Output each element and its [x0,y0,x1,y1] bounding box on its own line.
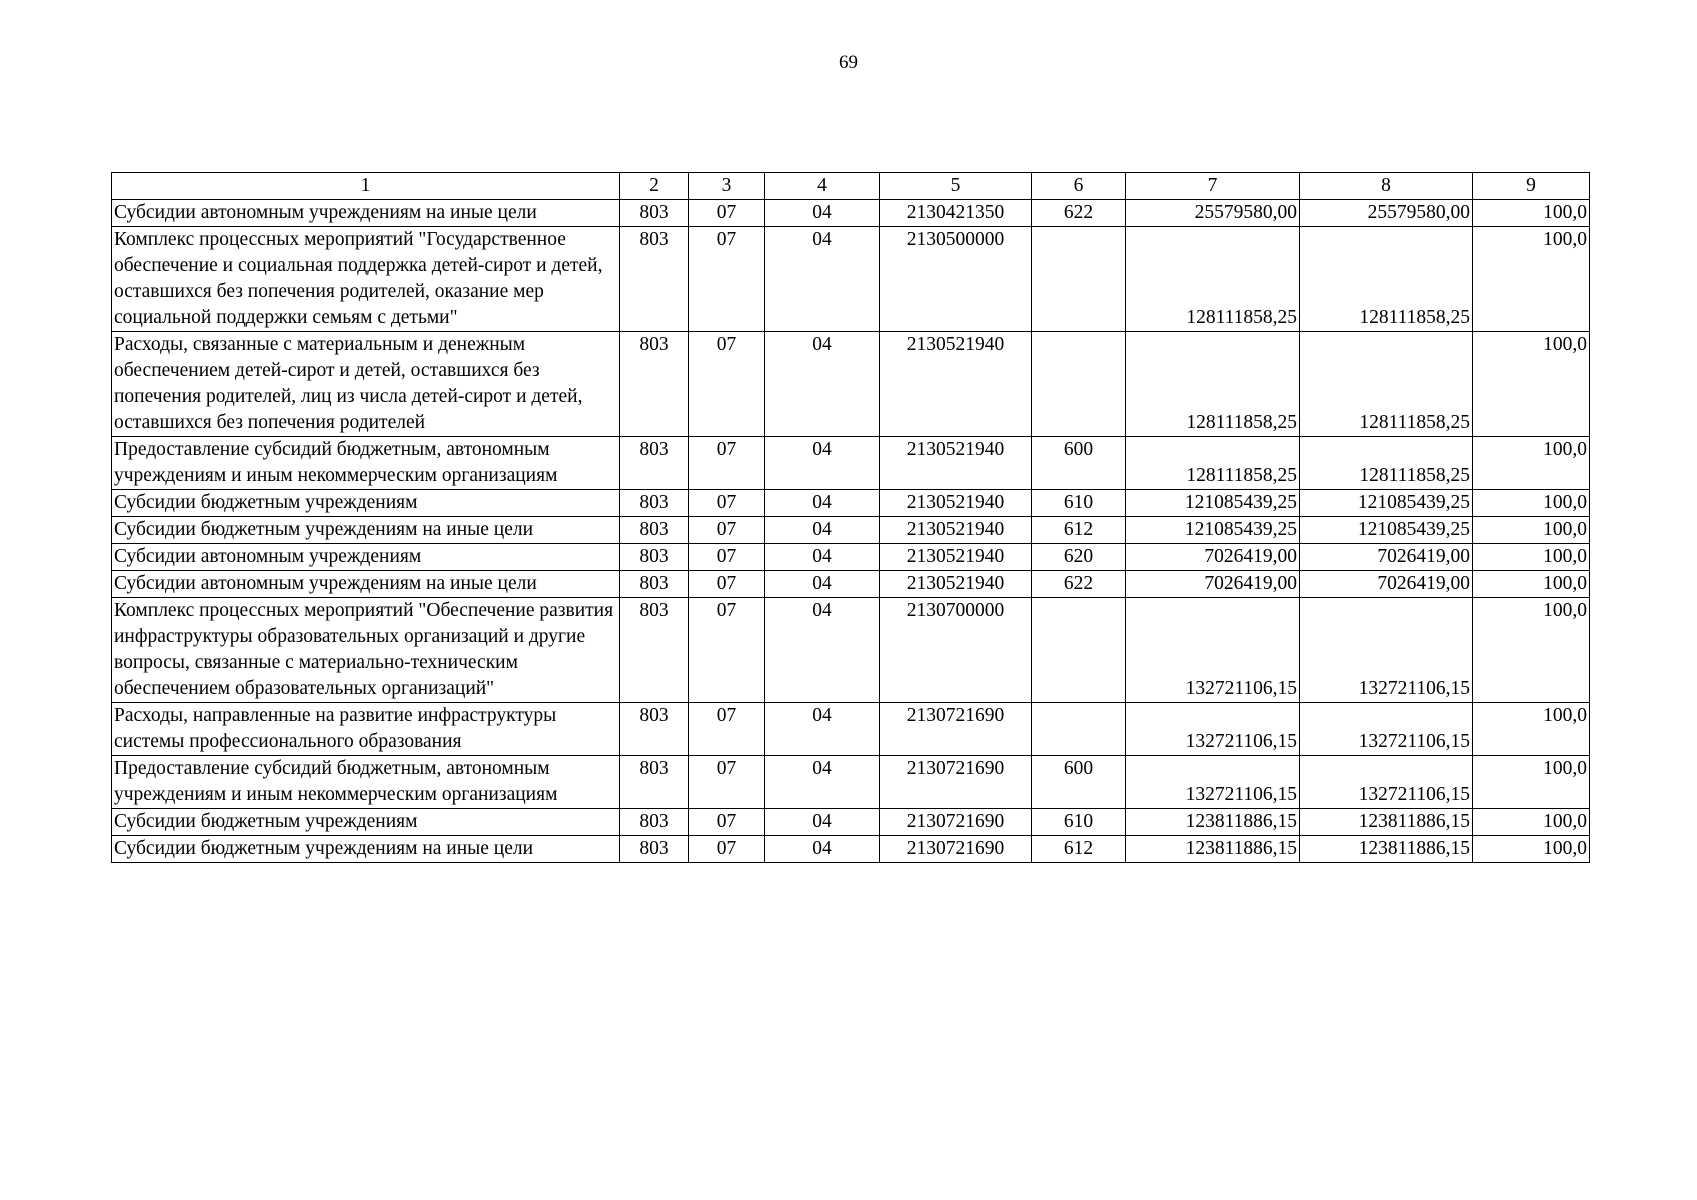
subsection-code-cell: 04 [765,332,880,437]
executed-amount-cell: 132721106,15 [1300,598,1473,703]
subsection-code-cell: 04 [765,200,880,227]
expense-type-cell [1032,703,1126,756]
expense-type-cell: 610 [1032,809,1126,836]
table-row [112,544,1590,571]
table-row [112,437,1590,490]
section-code-cell: 07 [689,571,765,598]
executed-amount-cell: 132721106,15 [1300,703,1473,756]
table-row [112,598,1590,703]
planned-amount-cell: 25579580,00 [1126,200,1300,227]
execution-percent-cell: 100,0 [1473,437,1590,490]
row-name-cell: Субсидии автономным учреждениям на иные цели [112,571,620,598]
row-name-cell: Субсидии автономным учреждениям на иные цели [112,200,620,227]
ministry-code-cell: 803 [620,517,689,544]
planned-amount-cell: 121085439,25 [1126,517,1300,544]
ministry-code-cell: 803 [620,544,689,571]
ministry-code-cell: 803 [620,756,689,809]
section-code-cell: 07 [689,437,765,490]
row-name-cell: Предоставление субсидий бюджетным, автономным учреждениям и иным некоммерческим организациям [112,437,620,490]
subsection-code-cell: 04 [765,544,880,571]
target-article-cell: 2130421350 [880,200,1032,227]
section-code-cell: 07 [689,490,765,517]
subsection-code-cell: 04 [765,703,880,756]
target-article-cell: 2130521940 [880,332,1032,437]
expense-type-cell [1032,598,1126,703]
ministry-code-cell: 803 [620,809,689,836]
planned-amount-cell: 128111858,25 [1126,332,1300,437]
execution-percent-cell: 100,0 [1473,200,1590,227]
execution-percent-cell: 100,0 [1473,809,1590,836]
row-name-cell: Субсидии бюджетным учреждениям [112,809,620,836]
execution-percent-cell: 100,0 [1473,544,1590,571]
ministry-code-cell: 803 [620,200,689,227]
table-row [112,703,1590,756]
subsection-code-cell: 04 [765,809,880,836]
planned-amount-cell: 7026419,00 [1126,571,1300,598]
executed-amount-cell: 25579580,00 [1300,200,1473,227]
budget-table [111,172,1590,863]
planned-amount-cell: 128111858,25 [1126,437,1300,490]
subsection-code-cell: 04 [765,756,880,809]
row-name-cell: Предоставление субсидий бюджетным, автономным учреждениям и иным некоммерческим организациям [112,756,620,809]
expense-type-cell: 620 [1032,544,1126,571]
executed-amount-cell: 7026419,00 [1300,544,1473,571]
expense-type-cell: 622 [1032,200,1126,227]
executed-amount-cell: 123811886,15 [1300,809,1473,836]
target-article-cell: 2130521940 [880,571,1032,598]
expense-type-cell: 612 [1032,836,1126,863]
column-number: 2 [620,173,689,200]
expense-type-cell: 622 [1032,571,1126,598]
execution-percent-cell: 100,0 [1473,836,1590,863]
page-number: 69 [839,52,858,73]
column-number: 4 [765,173,880,200]
subsection-code-cell: 04 [765,490,880,517]
executed-amount-cell: 128111858,25 [1300,332,1473,437]
table-row [112,517,1590,544]
table-row [112,809,1590,836]
row-name-cell: Расходы, направленные на развитие инфраструктуры системы профессионального образования [112,703,620,756]
executed-amount-cell: 121085439,25 [1300,517,1473,544]
execution-percent-cell: 100,0 [1473,571,1590,598]
table-row [112,227,1590,332]
expense-type-cell [1032,227,1126,332]
target-article-cell: 2130521940 [880,544,1032,571]
expense-type-cell: 610 [1032,490,1126,517]
section-code-cell: 07 [689,756,765,809]
expense-type-cell: 600 [1032,756,1126,809]
section-code-cell: 07 [689,544,765,571]
column-number: 6 [1032,173,1126,200]
target-article-cell: 2130500000 [880,227,1032,332]
executed-amount-cell: 7026419,00 [1300,571,1473,598]
execution-percent-cell: 100,0 [1473,598,1590,703]
column-number: 1 [112,173,620,200]
target-article-cell: 2130700000 [880,598,1032,703]
subsection-code-cell: 04 [765,517,880,544]
executed-amount-cell: 128111858,25 [1300,437,1473,490]
execution-percent-cell: 100,0 [1473,756,1590,809]
planned-amount-cell: 123811886,15 [1126,809,1300,836]
subsection-code-cell: 04 [765,598,880,703]
column-number: 8 [1300,173,1473,200]
row-name-cell: Комплекс процессных мероприятий "Государственное обеспечение и социальная поддержка детей-сирот и детей, оставшихся без попечения родителей, оказание мер социальной поддержки семьям с детьми" [112,227,620,332]
row-name-cell: Субсидии автономным учреждениям [112,544,620,571]
subsection-code-cell: 04 [765,571,880,598]
target-article-cell: 2130721690 [880,836,1032,863]
planned-amount-cell: 121085439,25 [1126,490,1300,517]
execution-percent-cell: 100,0 [1473,490,1590,517]
row-name-cell: Расходы, связанные с материальным и денежным обеспечением детей-сирот и детей, оставшихся без попечения родителей, лиц из числа детей-сирот и детей, оставшихся без попечения родителей [112,332,620,437]
table-row [112,836,1590,863]
column-number: 5 [880,173,1032,200]
target-article-cell: 2130721690 [880,809,1032,836]
section-code-cell: 07 [689,332,765,437]
column-number: 7 [1126,173,1300,200]
target-article-cell: 2130521940 [880,490,1032,517]
planned-amount-cell: 123811886,15 [1126,836,1300,863]
column-number-row [112,173,1590,200]
ministry-code-cell: 803 [620,332,689,437]
expense-type-cell: 600 [1032,437,1126,490]
table-row [112,200,1590,227]
ministry-code-cell: 803 [620,490,689,517]
section-code-cell: 07 [689,809,765,836]
section-code-cell: 07 [689,200,765,227]
executed-amount-cell: 128111858,25 [1300,227,1473,332]
planned-amount-cell: 132721106,15 [1126,756,1300,809]
planned-amount-cell: 132721106,15 [1126,703,1300,756]
executed-amount-cell: 123811886,15 [1300,836,1473,863]
target-article-cell: 2130521940 [880,517,1032,544]
column-number: 3 [689,173,765,200]
target-article-cell: 2130521940 [880,437,1032,490]
section-code-cell: 07 [689,227,765,332]
planned-amount-cell: 132721106,15 [1126,598,1300,703]
ministry-code-cell: 803 [620,703,689,756]
subsection-code-cell: 04 [765,227,880,332]
target-article-cell: 2130721690 [880,756,1032,809]
execution-percent-cell: 100,0 [1473,227,1590,332]
ministry-code-cell: 803 [620,598,689,703]
ministry-code-cell: 803 [620,437,689,490]
execution-percent-cell: 100,0 [1473,703,1590,756]
target-article-cell: 2130721690 [880,703,1032,756]
subsection-code-cell: 04 [765,437,880,490]
expense-type-cell: 612 [1032,517,1126,544]
section-code-cell: 07 [689,517,765,544]
planned-amount-cell: 7026419,00 [1126,544,1300,571]
table-row [112,756,1590,809]
section-code-cell: 07 [689,836,765,863]
row-name-cell: Субсидии бюджетным учреждениям [112,490,620,517]
executed-amount-cell: 132721106,15 [1300,756,1473,809]
row-name-cell: Субсидии бюджетным учреждениям на иные цели [112,836,620,863]
subsection-code-cell: 04 [765,836,880,863]
section-code-cell: 07 [689,703,765,756]
executed-amount-cell: 121085439,25 [1300,490,1473,517]
expense-type-cell [1032,332,1126,437]
planned-amount-cell: 128111858,25 [1126,227,1300,332]
table-row [112,332,1590,437]
execution-percent-cell: 100,0 [1473,517,1590,544]
section-code-cell: 07 [689,598,765,703]
column-number: 9 [1473,173,1590,200]
row-name-cell: Комплекс процессных мероприятий "Обеспечение развития инфраструктуры образовательных организаций и другие вопросы, связанные с материально-техническим обеспечением образовательных организаций" [112,598,620,703]
table-row [112,571,1590,598]
table-row [112,490,1590,517]
ministry-code-cell: 803 [620,836,689,863]
row-name-cell: Субсидии бюджетным учреждениям на иные цели [112,517,620,544]
ministry-code-cell: 803 [620,227,689,332]
ministry-code-cell: 803 [620,571,689,598]
execution-percent-cell: 100,0 [1473,332,1590,437]
